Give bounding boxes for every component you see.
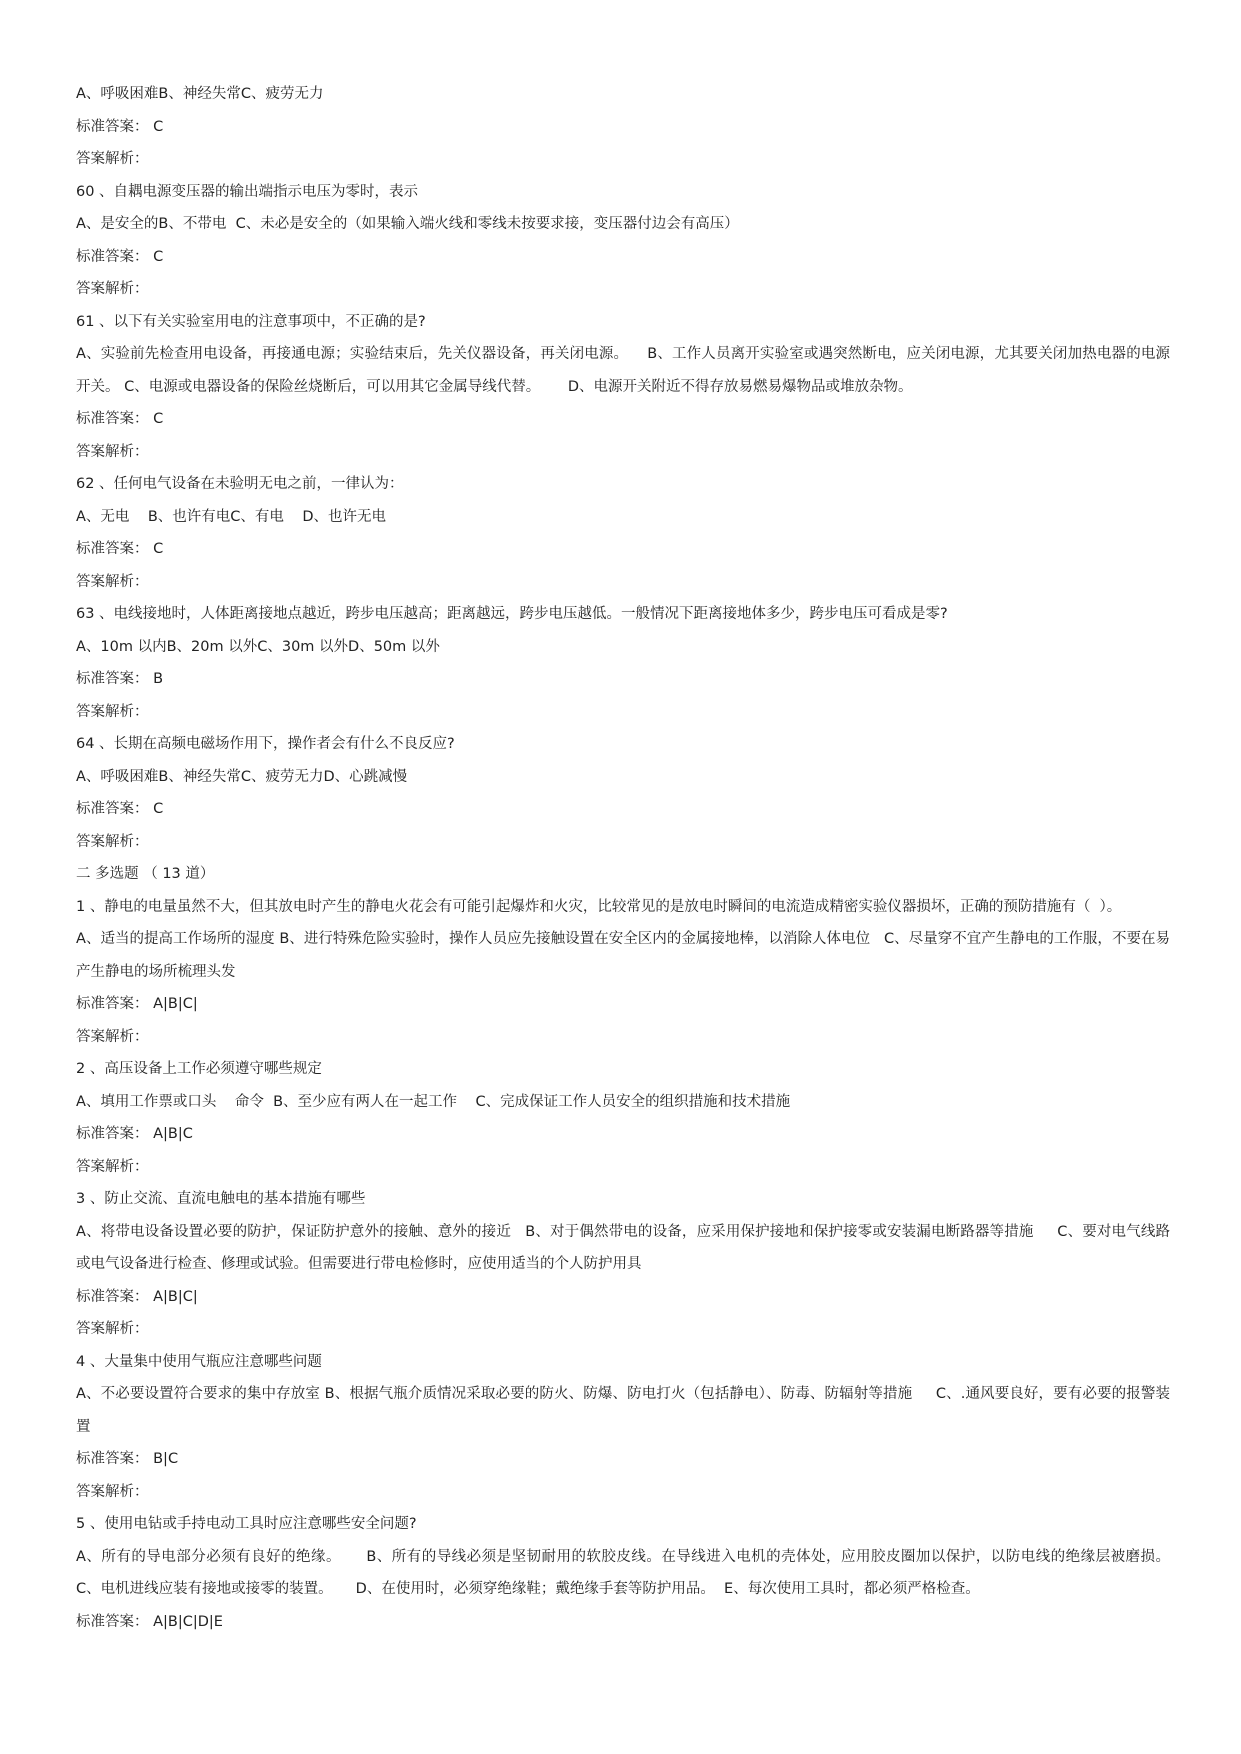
text-lines bbox=[76, 78, 1198, 1638]
option-line: A、无电 B、也许有电C、有电 D、也许无电 bbox=[76, 508, 387, 525]
question-text: 63 、电线接地时，人体距离接地点越近，跨步电压越高；距离越远，跨步电压越低。一般情况下距离接地体多少，跨步电压可看成是零? bbox=[76, 606, 948, 622]
standard-answer: 标准答案： C bbox=[76, 801, 164, 817]
standard-answer: 标准答案： A|B|C| bbox=[76, 996, 198, 1012]
option-line: A、呼吸困难B、神经失常C、疲劳无力 bbox=[76, 86, 324, 102]
question-text: 64 、长期在高频电磁场作用下，操作者会有什么不良反应? bbox=[76, 736, 455, 752]
question-list bbox=[76, 78, 1198, 1638]
answer-analysis: 答案解析： bbox=[76, 573, 149, 590]
option-line: A、将带电设备设置必要的防护，保证防护意外的接触、意外的接近 B、对于偶然带电的设备，应采用保护接地和保护接零或安装漏电断路器等措施 C、要对电气线路或电气设备进行检查、修理或试验。但需要进行带电检修时，应使用适当的个人防护用具 bbox=[76, 1223, 1170, 1272]
option-line: A、填用工作票或口头 命令 B、至少应有两人在一起工作 C、完成保证工作人员安全的组织措施和技术措施 bbox=[76, 1093, 791, 1110]
answer-analysis: 答案解析： bbox=[76, 281, 149, 297]
option-line: A、不必要设置符合要求的集中存放室 B、根据气瓶介质情况采取必要的防火、防爆、防电打火（包括静电）、防毒、防辐射等措施 C、.通风要良好，要有必要的报警装置 bbox=[76, 1386, 1170, 1435]
standard-answer: 标准答案： C bbox=[76, 118, 164, 135]
question-text: 4 、大量集中使用气瓶应注意哪些问题 bbox=[76, 1353, 322, 1370]
standard-answer: 标准答案： C bbox=[76, 248, 164, 265]
option-line: A、适当的提高工作场所的湿度 B、进行特殊危险实验时，操作人员应先接触设置在安全区内的金属接地棒，以消除人体电位 C、尽量穿不宜产生静电的工作服，不要在易产生静电的场所梳理头发 bbox=[76, 931, 1170, 980]
standard-answer: 标准答案： B bbox=[76, 671, 164, 687]
answer-analysis: 答案解析： bbox=[76, 1028, 149, 1045]
answer-analysis: 答案解析： bbox=[76, 1321, 149, 1337]
answer-analysis: 答案解析： bbox=[76, 1158, 149, 1175]
question-text: 2 、高压设备上工作必须遵守哪些规定 bbox=[76, 1061, 322, 1077]
option-line: A、10m 以内B、20m 以外C、30m 以外D、50m 以外 bbox=[76, 638, 440, 655]
question-text: 61 、以下有关实验室用电的注意事项中，不正确的是? bbox=[76, 313, 426, 330]
answer-analysis: 答案解析： bbox=[76, 1483, 149, 1500]
answer-analysis: 答案解析： bbox=[76, 833, 149, 850]
option-line: A、实验前先检查用电设备，再接通电源；实验结束后，先关仪器设备，再关闭电源。 B、工作人员离开实验室或遇突然断电，应关闭电源，尤其要关闭加热电器的电源开关。 C、电源或电器设备的保险丝烧断后，可以用其它金属导线代替。 D、电源开关附近不得存放易燃易爆物品或堆放杂物。 bbox=[76, 346, 1170, 395]
option-line: A、所有的导电部分必须有良好的绝缘。 B、所有的导线必须是坚韧耐用的软胶皮线。在导线进入电机的壳体处，应用胶皮圈加以保护，以防电线的绝缘层被磨损。 C、电机进线应装有接地或接零的装置。 D、在使用时，必须穿绝缘鞋；戴绝缘手套等防护用品。 E、每次使用工具时，都必须严格检查。 bbox=[76, 1548, 1198, 1597]
question-text: 62 、任何电气设备在未验明无电之前，一律认为： bbox=[76, 476, 404, 492]
standard-answer: 标准答案： C bbox=[76, 411, 164, 427]
section-heading: 二 多选题 （ 13 道） bbox=[76, 866, 215, 882]
answer-analysis: 答案解析： bbox=[76, 443, 149, 460]
answer-analysis: 答案解析： bbox=[76, 703, 149, 720]
standard-answer: 标准答案： C bbox=[76, 541, 164, 557]
answer-analysis: 答案解析： bbox=[76, 151, 149, 167]
standard-answer: 标准答案： A|B|C|D|E bbox=[76, 1613, 223, 1630]
question-text: 60 、自耦电源变压器的输出端指示电压为零时，表示 bbox=[76, 183, 419, 200]
standard-answer: 标准答案： A|B|C bbox=[76, 1126, 193, 1142]
standard-answer: 标准答案： A|B|C| bbox=[76, 1288, 198, 1305]
question-text: 3 、防止交流、直流电触电的基本措施有哪些 bbox=[76, 1191, 366, 1207]
option-line: A、呼吸困难B、神经失常C、疲劳无力D、心跳减慢 bbox=[76, 768, 408, 785]
question-text: 1 、静电的电量虽然不大，但其放电时产生的静电火花会有可能引起爆炸和火灾，比较常见的是放电时瞬间的电流造成精密实验仪器损坏，正确的预防措施有（ ）。 bbox=[76, 898, 1122, 915]
question-text: 5 、使用电钻或手持电动工具时应注意哪些安全问题? bbox=[76, 1516, 417, 1532]
option-line: A、是安全的B、不带电 C、未必是安全的（如果输入端火线和零线未按要求接，变压器付边会有高压） bbox=[76, 216, 739, 232]
standard-answer: 标准答案： B|C bbox=[76, 1451, 179, 1467]
